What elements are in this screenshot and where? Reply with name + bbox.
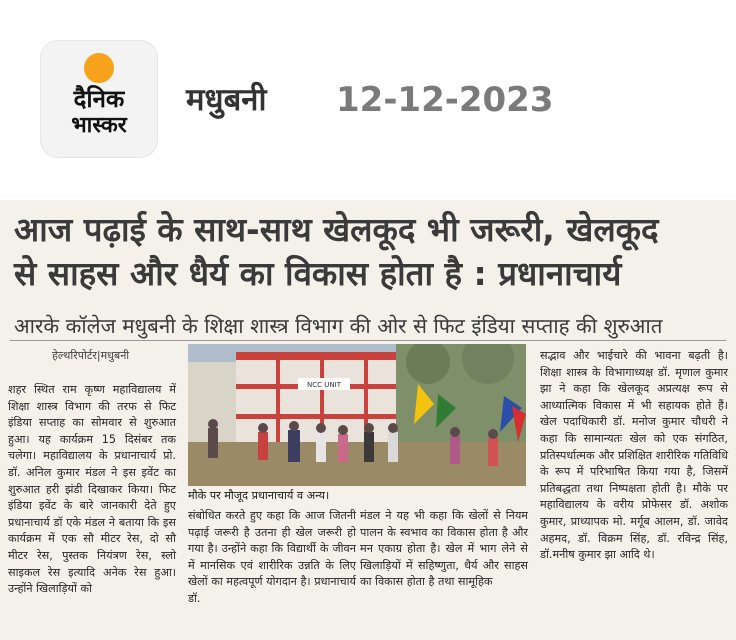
article-column-4	[540, 348, 728, 564]
photo-caption: मौके पर मौजूद प्रधानाचार्य व अन्य।	[188, 489, 330, 502]
event-photo-illustration	[188, 344, 526, 486]
byline: हेल्थरिपोर्टर|मधुबनी	[52, 349, 130, 362]
sun-icon	[84, 53, 114, 83]
dainik-bhaskar-logo	[40, 40, 158, 158]
headline-line-2: से साहस और धैर्य का विकास होता है : प्रधानाचार्य	[14, 254, 622, 293]
photo-banner-text: NCC UNIT	[307, 381, 341, 389]
logo-wordmark-line1: दैनिक	[73, 85, 125, 113]
event-photo	[188, 344, 526, 486]
article-column-3	[360, 508, 528, 591]
column-text: सद्भाव और भाईचारे की भावना बढ़ती है। शिक्षा शास्त्र के विभागाध्यक्ष डॉ. मृणाल कुमार झा ने कहा कि खेलकूद अप्रत्यक्ष रूप से आध्यात्मिक विकास में भी सहायक होते हैं। खेल पदाधिकारी डॉ. मनोज कुमार चौधरी ने कहा कि सामान्यतः खेल को एक संगठित, प्रतिस्पर्धात्मक और प्रशिक्षित शारीरिक गतिविधि के रूप में परिभाषित किया गया है, जिसमें प्रतिबद्धता तथा निष्पक्षता होती है। मौके पर महाविद्यालय के वरीय प्रोफेसर डॉ. अशोक कुमार, प्राध्यापक मो. मर्गूब आलम, डॉ. जावेद अहमद, डॉ. विक्रम सिंह, डॉ. रविन्द्र सिंह, डॉ.मनीष कुमार झा आदि थे।	[540, 349, 728, 562]
headline-line-1: आज पढ़ाई के साथ-साथ खेलकूद भी जरूरी, खेलकूद	[14, 210, 659, 249]
article-column-2	[188, 508, 356, 608]
headline	[14, 208, 724, 296]
column-text: संबोधित करते हुए कहा कि आज जितनी पढ़ाई जरूरी है उतना ही खेल जरूरी हो गया है। उन्होंने कहा कि विद्यार्थी के जीवन में मानसिक एवं शारीरिक उन्नति के लिए खेलों का महत्वपूर्ण योगदान है। प्रधानाचार्य डॉ.	[188, 509, 356, 605]
article-column-1	[8, 382, 176, 598]
edition-date: 12-12-2023	[336, 80, 554, 120]
column-text: शहर स्थित राम कृष्ण महाविद्यालय में शिक्षा शास्त्र विभाग की तरफ से फिट इंडिया सप्ताह का सोमवार से शुरुआत हुआ। यह कार्यक्रम 15 दिसंबर तक चलेगा। महाविद्यालय के प्रधानाचार्य प्रो. डॉ. अनिल कुमार मंडल ने इस इवेंट का शुरुआत हरी झंडी दिखाकर किया। फिट इंडिया इवेंट के बारे जानकारी देते हुए प्रधानाचार्य डॉ एके मंडल ने बताया कि इस कार्यक्रम में एक सौ मीटर रेस, दो सौ मीटर रेस, पुस्तक नियंत्रण रेस, स्लो साइकल रेस इत्यादि अनेक रेस हुआ। उन्होंने खिलाड़ियों को	[8, 383, 176, 596]
logo-wordmark-line2: भास्कर	[71, 113, 127, 138]
subheadline: आरके कॉलेज मधुबनी के शिक्षा शास्त्र विभाग की ओर से फिट इंडिया सप्ताह की शुरुआत	[14, 314, 663, 338]
column-text: मंडल ने यह भी कहा कि खेलों से नियम पालन के स्वभाव का विकास होता है और मन एकाग्र होता है। खेल में भाग लेने से खिलाड़ियों में सहिष्णुता, धैर्य और साहस का विकास होता है तथा सामूहिक	[360, 509, 528, 589]
divider	[10, 340, 726, 341]
city-name: मधुबनी	[186, 82, 267, 118]
